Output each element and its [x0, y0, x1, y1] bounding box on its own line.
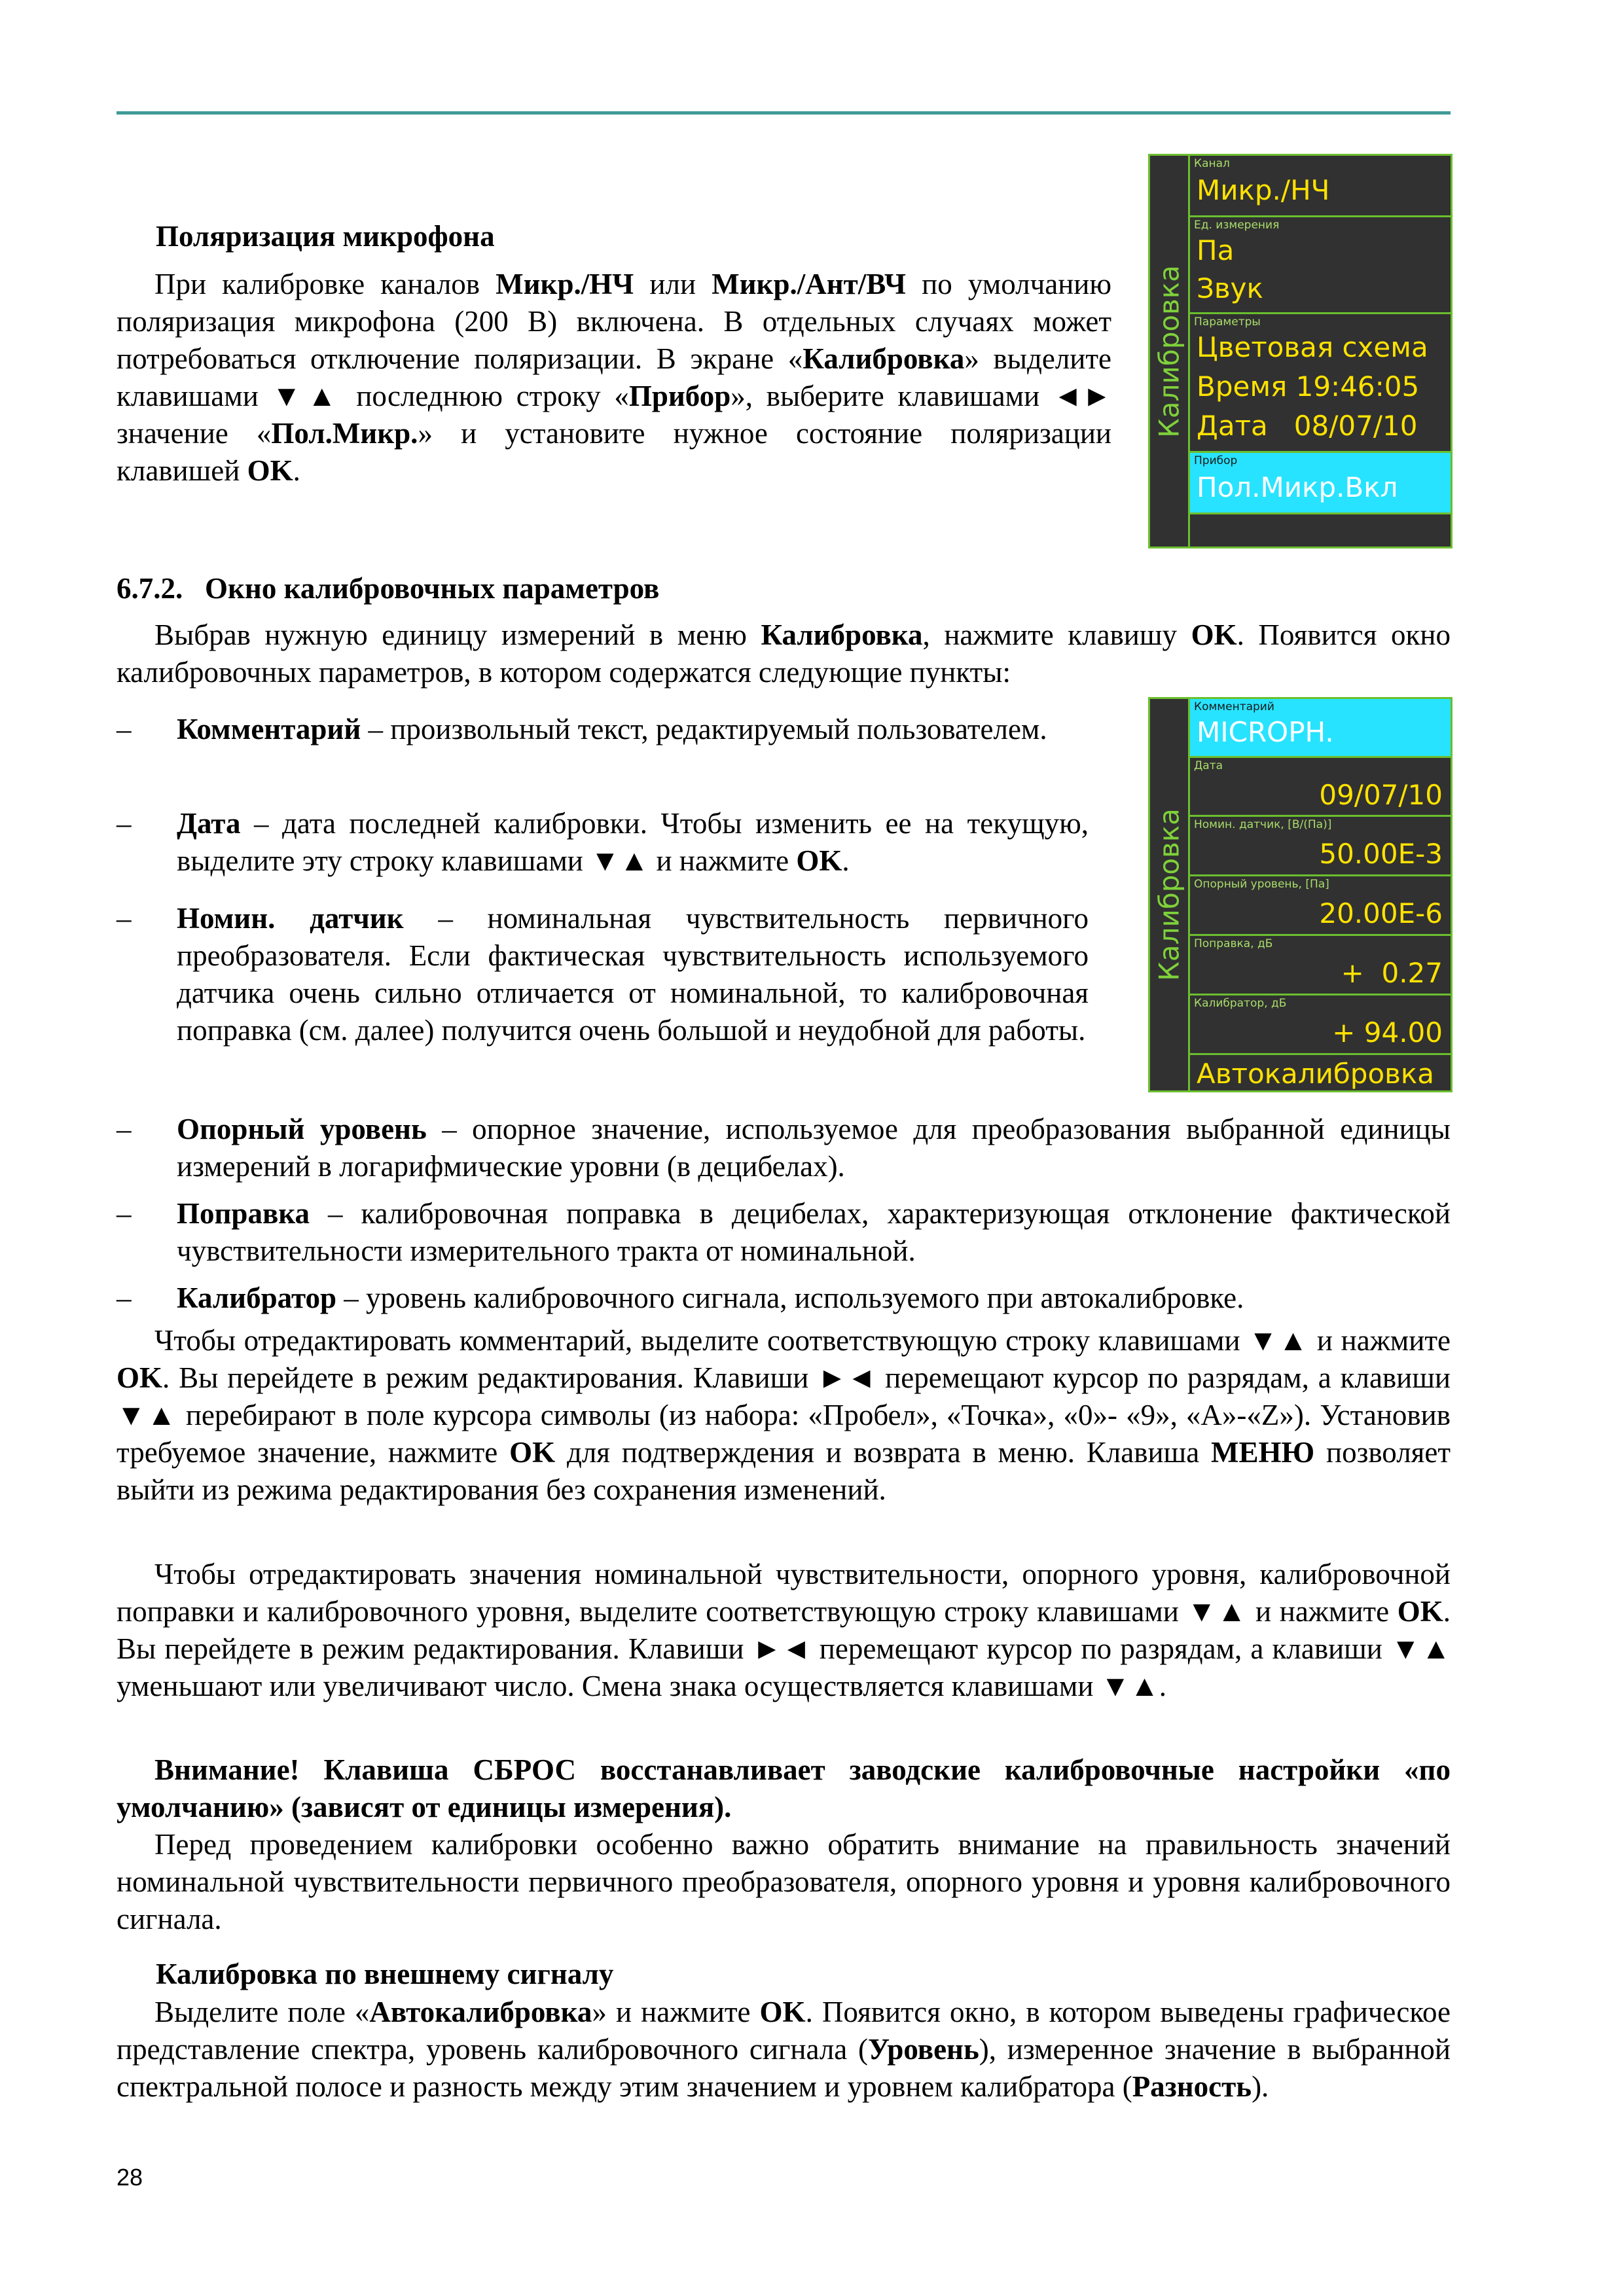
screen-row-units[interactable] — [1190, 217, 1451, 314]
list-item: – Дата – дата последней калибровки. Чтобы изменить ее на текущую, выделите эту строку клавишами ▼▲ и нажмите OK. — [117, 807, 1089, 877]
section-heading-calibration-window: 6.7.2. Окно калибровочных параметров — [117, 572, 660, 605]
row-value: + 94.00 — [1332, 1016, 1443, 1049]
row-label: Комментарий — [1194, 700, 1274, 713]
paragraph-edit-values: Чтобы отредактировать значения номинальной чувствительности, опорного уровня, калибровочной поправки и калибровочного уровня, выделите соответствующую строку клавишами ▼▲ и нажмите OK. Вы перейдете в режим редактирования. Клавиши ►◄ перемещают курсор по разрядам, а клавиши ▼▲ уменьшают или увеличивают число. Смена знака осуществляется клавишами ▼▲. — [117, 1558, 1451, 1702]
list-item: – Номин. датчик – номинальная чувствительность первичного преобразователя. Если фактическая чувствительность используемого датчика очень сильно отличается от номинальной, то калибровочная поправка (см. далее) получится очень большой и неудобной для работы. — [117, 902, 1089, 1047]
row-value: Пол.Микр.Вкл — [1197, 471, 1398, 503]
row-label: Номин. датчик, [В/(Па)] — [1194, 818, 1332, 831]
screen-tab-label: Калибровка — [1153, 264, 1185, 438]
paragraph-calibration-intro: Выбрав нужную единицу измерений в меню Калибровка, нажмите клавишу OK. Появится окно калибровочных параметров, в котором содержатся следующие пункты: — [117, 619, 1451, 689]
screen-row-calibrator[interactable] — [1190, 996, 1451, 1055]
device-screen-calibration — [1148, 697, 1453, 1092]
row-label: Параметры — [1194, 315, 1261, 329]
row-value: Па — [1197, 234, 1235, 266]
list-item: – Калибратор – уровень калибровочного сигнала, используемого при автокалибровке. — [117, 1282, 1244, 1314]
screen-row-date[interactable] — [1190, 758, 1451, 817]
row-label: Калибратор, дБ — [1194, 997, 1287, 1010]
row-value: Микр./НЧ — [1197, 174, 1330, 206]
heading-polarization: Поляризация микрофона — [156, 220, 495, 253]
screen-row-comment[interactable] — [1190, 699, 1451, 758]
row-label: Канал — [1194, 157, 1230, 170]
row-label: Опорный уровень, [Па] — [1194, 878, 1329, 891]
screen-row-device[interactable] — [1190, 453, 1451, 514]
paragraph-edit-comment: Чтобы отредактировать комментарий, выделите соответствующую строку клавишами ▼▲ и нажмите OK. Вы перейдете в режим редактирования. Клавиши ►◄ перемещают курсор по разрядам, а клавиши ▼▲ перебирают в поле курсора символы (из набора: «Пробел», «Точка», «0»- «9», «A»-«Z»). Установив требуемое значение, нажмите OK для подтверждения и возврата в меню. Клавиша МЕНЮ позволяет выйти из режима редактирования без сохранения изменений. — [117, 1324, 1451, 1506]
list-item: – Комментарий – произвольный текст, редактируемый пользователем. — [117, 713, 1047, 745]
paragraph-polarization: При калибровке каналов Микр./НЧ или Микр./Ант/ВЧ по умолчанию поляризация микрофона (200 В) включена. В отдельных случаях может потребоваться отключение поляризации. В экране «Калибровка» выделите клавишами ▼▲ последнюю строку «Прибор», выберите клавишами ◄► значение «Пол.Микр.» и установите нужное состояние поляризации клавишей OK. — [117, 268, 1112, 487]
paragraph-autocalibration: Выделите поле «Автокалибровка» и нажмите OK. Появится окно, в котором выведены графическое представление спектра, уровень калибровочного сигнала (Уровень), измеренное значение в выбранной спектральной полосе и разность между этим значением и уровнем калибратора (Разность). — [117, 1996, 1451, 2103]
screen-row-params[interactable] — [1190, 314, 1451, 453]
row-value: MICROPH. — [1197, 716, 1334, 748]
heading-external-signal: Калибровка по внешнему сигналу — [156, 1958, 614, 1990]
device-screen-channel — [1148, 154, 1453, 548]
screen-row-correction[interactable] — [1190, 936, 1451, 996]
screen-tab — [1150, 699, 1190, 1090]
row-value: Цветовая схема — [1197, 331, 1428, 363]
row-label: Ед. измерения — [1194, 219, 1280, 232]
row-value: 09/07/10 — [1319, 779, 1443, 811]
screen-row-channel[interactable] — [1190, 156, 1451, 217]
row-value: 20.00E-6 — [1319, 897, 1443, 929]
list-item: – Поправка – калибровочная поправка в децибелах, характеризующая отклонение фактической чувствительности измерительного тракта от номинальной. — [117, 1197, 1451, 1267]
row-value: Автокалибровка — [1197, 1058, 1435, 1090]
row-value: + 0.27 — [1341, 957, 1443, 989]
screen-tab — [1150, 156, 1190, 547]
header-rule — [117, 111, 1451, 115]
row-value: Звук — [1197, 272, 1263, 304]
screen-row-nominal-sensor[interactable] — [1190, 817, 1451, 876]
row-label: Прибор — [1194, 454, 1238, 467]
row-label: Дата — [1194, 759, 1223, 772]
row-label: Поправка, дБ — [1194, 937, 1273, 950]
screen-tab-label: Калибровка — [1153, 808, 1185, 981]
warning-note: Внимание! Клавиша СБРОС восстанавливает заводские калибровочные настройки «по умолчанию» (зависят от единицы измерения). — [117, 1753, 1451, 1823]
screen-row-autocalibration[interactable] — [1190, 1055, 1451, 1092]
screen-row-reference-level[interactable] — [1190, 876, 1451, 936]
row-value: Время 19:46:05 — [1197, 370, 1420, 403]
paragraph-before-calibration: Перед проведением калибровки особенно важно обратить внимание на правильность значений номинальной чувствительности первичного преобразователя, опорного уровня и уровня калибровочного сигнала. — [117, 1828, 1451, 1935]
row-value: 50.00E-3 — [1319, 838, 1443, 870]
list-item: – Опорный уровень – опорное значение, используемое для преобразования выбранной единицы измерений в логарифмические уровни (в децибелах). — [117, 1113, 1451, 1183]
page-number: 28 — [117, 2164, 143, 2191]
row-value: Дата 08/07/10 — [1197, 410, 1418, 442]
